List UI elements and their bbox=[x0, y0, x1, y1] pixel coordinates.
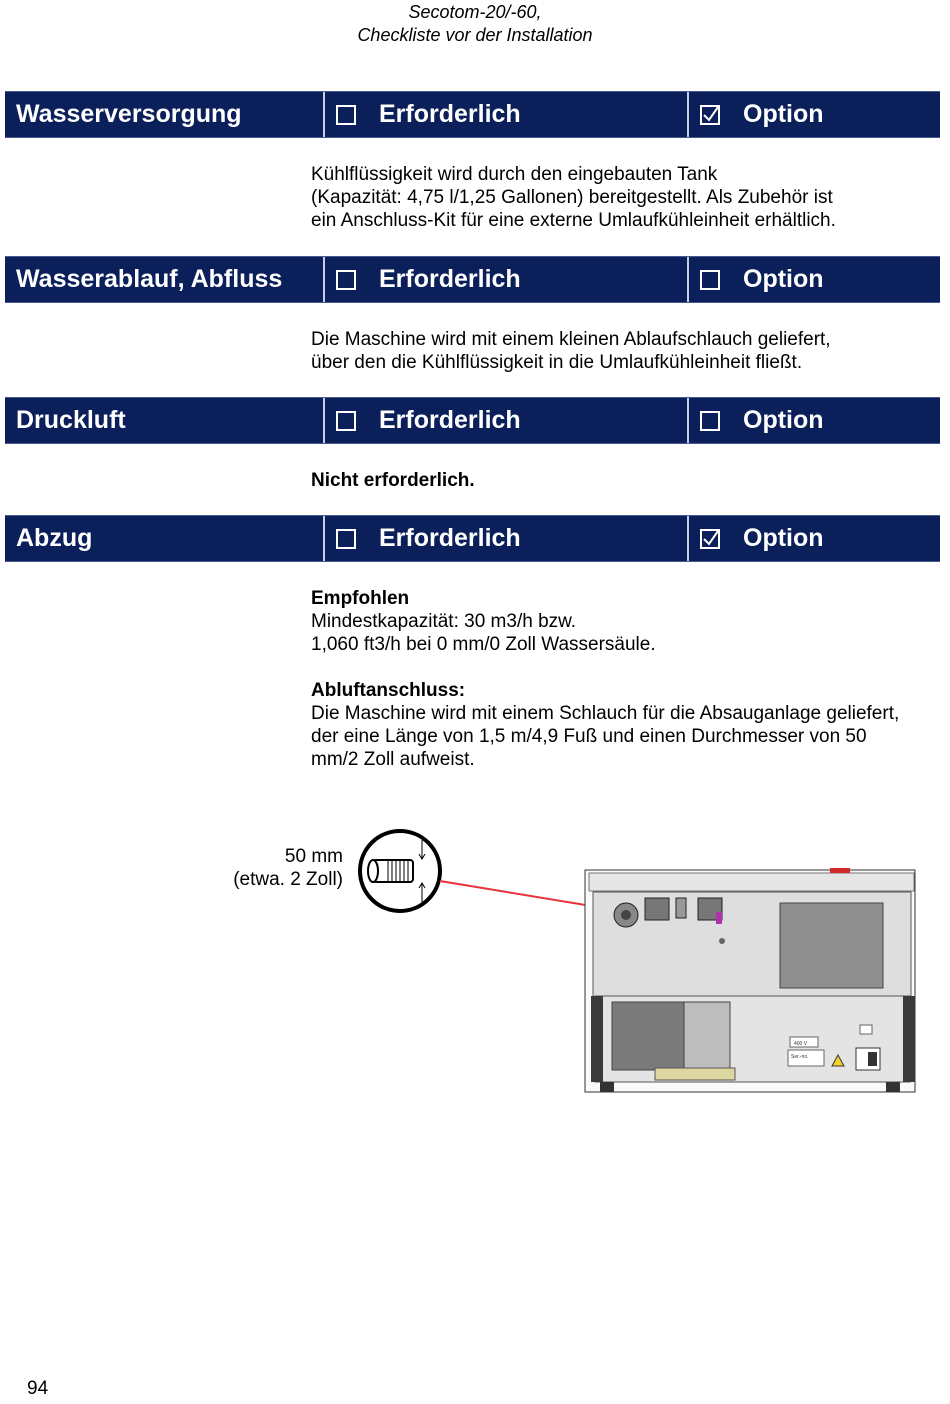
required-label: Erforderlich bbox=[379, 406, 521, 434]
body-line: über den die Kühlflüssigkeit in die Umlaufkühleinheit fließt. bbox=[311, 352, 803, 373]
figure-label-1: 400 V bbox=[794, 1041, 808, 1047]
option-label: Option bbox=[743, 265, 824, 293]
body-line: Kühlflüssigkeit wird durch den eingebauten Tank bbox=[311, 164, 718, 185]
body-line: Die Maschine wird mit einem kleinen Ablaufschlauch geliefert, bbox=[311, 329, 831, 350]
body-line: der eine Länge von 1,5 m/4,9 Fuß und einen Durchmesser von 50 bbox=[311, 726, 867, 747]
section-title: Druckluft bbox=[5, 398, 325, 443]
required-label: Erforderlich bbox=[379, 100, 521, 128]
body-line: (Kapazität: 4,75 l/1,25 Gallonen) bereitgestellt. Als Zubehör ist bbox=[311, 187, 833, 208]
option-label: Option bbox=[743, 524, 824, 552]
section-title: Abzug bbox=[5, 516, 325, 561]
section-title: Wasserversorgung bbox=[5, 92, 325, 137]
body-line: Die Maschine wird mit einem Schlauch für die Absauganlage geliefert, bbox=[311, 703, 900, 724]
dimension-line-2: (etwa. 2 Zoll) bbox=[233, 869, 343, 890]
body-line: ein Anschluss-Kit für eine externe Umlaufkühleinheit erhältlich. bbox=[311, 210, 836, 231]
section-title: Wasserablauf, Abfluss bbox=[5, 257, 325, 302]
body-heading: Empfohlen bbox=[311, 588, 410, 609]
dimension-line-1: 50 mm bbox=[284, 846, 343, 867]
option-label: Option bbox=[743, 100, 824, 128]
header-line-2: Checkliste vor der Installation bbox=[357, 25, 593, 45]
body-line: Nicht erforderlich. bbox=[311, 470, 475, 491]
required-label: Erforderlich bbox=[379, 265, 521, 293]
connector-detail-icon bbox=[360, 831, 440, 911]
required-label: Erforderlich bbox=[379, 524, 521, 552]
body-line: 1,060 ft3/h bei 0 mm/0 Zoll Wassersäule. bbox=[311, 634, 656, 655]
body-heading: Abluftanschluss: bbox=[311, 680, 466, 701]
header-line-1: Secotom-20/-60, bbox=[408, 2, 542, 22]
option-label: Option bbox=[743, 406, 824, 434]
body-line: mm/2 Zoll aufweist. bbox=[311, 749, 475, 770]
page-number: 94 bbox=[27, 1378, 49, 1399]
machine-body bbox=[585, 868, 915, 1092]
body-line: Mindestkapazität: 30 m3/h bzw. bbox=[311, 611, 577, 632]
figure-label-2: Ser.-no. bbox=[791, 1054, 809, 1060]
